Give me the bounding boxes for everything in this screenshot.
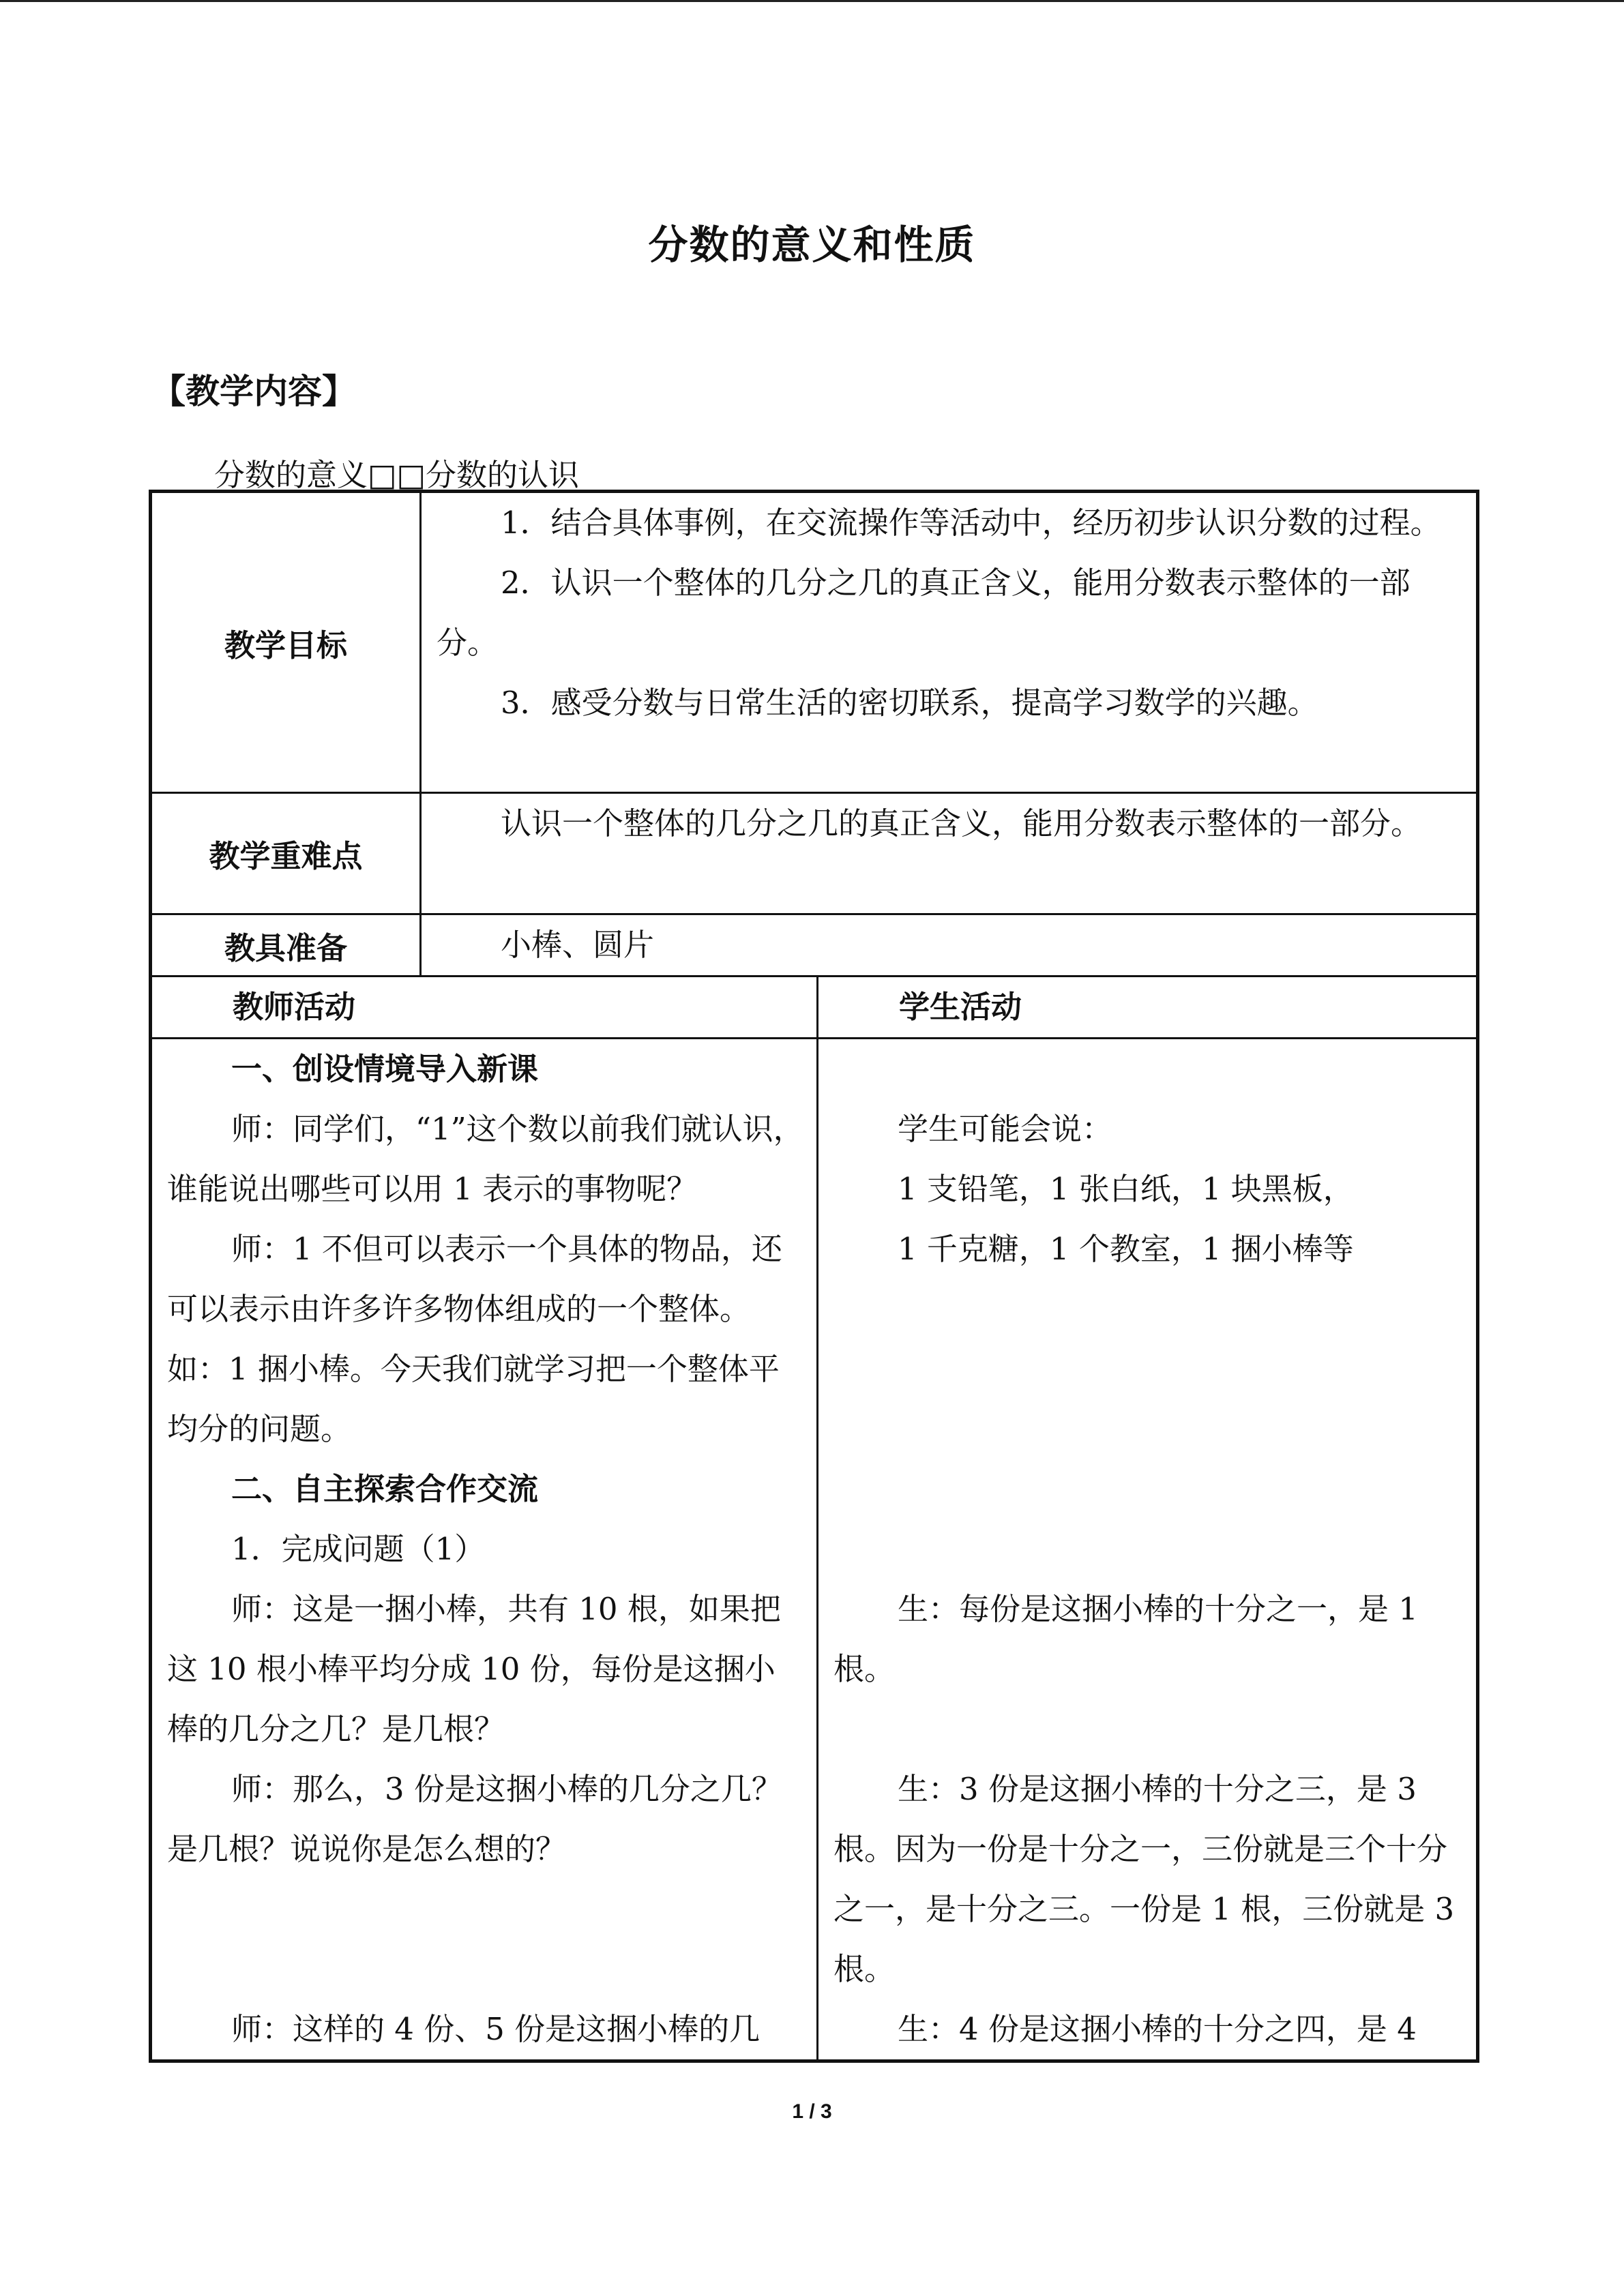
student-paragraph: 生：3 份是这捆小棒的十分之三，是 3 根。因为一份是十分之一，三份就是三个十分之一，是十分之三。一份是 1 根，三份就是 3 根。 [833, 1771, 1455, 1987]
spacer [818, 1039, 1476, 1099]
key-points-row [151, 793, 1478, 914]
teacher-paragraph: 师：那么，3 份是这捆小棒的几分之几？是几根？说说你是怎么想的？ [167, 1771, 782, 1867]
student-activity-cell [818, 1039, 1478, 2061]
spacer [818, 1699, 1476, 1759]
teacher-paragraph: 师：这样的 4 份、5 份是这捆小棒的几 [231, 2011, 761, 2047]
page-number: 1 / 3 [792, 2100, 832, 2123]
teacher-heading-1: 一、创设情境导入新课 [231, 1051, 539, 1087]
objective-item: 2．认识一个整体的几分之几的真正含义，能用分数表示整体的一部分。 [437, 565, 1411, 661]
spacer [818, 1279, 1476, 1579]
teacher-activity-cell [151, 1039, 818, 2061]
student-column-header [818, 976, 1478, 1039]
teacher-column-header [151, 976, 818, 1039]
materials-row [151, 914, 1478, 976]
materials-text: 小棒、圆片 [501, 927, 655, 963]
page-title: 分数的意义和性质 [648, 222, 976, 268]
teacher-heading-2: 二、自主探索合作交流 [231, 1471, 539, 1507]
column-header-row [151, 976, 1478, 1039]
objective-item: 3．感受分数与日常生活的密切联系，提高学习数学的兴趣。 [501, 685, 1318, 721]
content-line: 分数的意义□□分数的认识 [214, 457, 580, 493]
objectives-label: 教学目标 [151, 492, 421, 793]
materials-label: 教具准备 [151, 914, 421, 976]
student-header-text: 学生活动 [899, 989, 1022, 1025]
key-points-text: 认识一个整体的几分之几的真正含义，能用分数表示整体的一部分。 [501, 805, 1422, 841]
student-paragraph: 生：4 份是这捆小棒的十分之四，是 4 [898, 2011, 1417, 2047]
key-points-cell [421, 793, 1478, 914]
teacher-paragraph: 师：这是一捆小棒，共有 10 根，如果把这 10 根小棒平均分成 10 份，每份是这捆小棒的几分之几？是几根？ [167, 1591, 781, 1747]
lesson-table [149, 490, 1479, 2063]
section-heading: 【教学内容】 [151, 371, 356, 411]
student-paragraph: 学生可能会说： [898, 1111, 1113, 1147]
teacher-header-text: 教师活动 [233, 989, 356, 1025]
student-paragraph: 1 千克糖，1 个教室，1 捆小棒等 [898, 1231, 1354, 1267]
student-paragraph: 生：每份是这捆小棒的十分之一，是 1 根。 [833, 1591, 1418, 1687]
student-paragraph: 1 支铅笔，1 张白纸，1 块黑板， [898, 1171, 1354, 1207]
key-points-label: 教学重难点 [151, 793, 421, 914]
objectives-cell [421, 492, 1478, 793]
teacher-paragraph: 师：同学们，“1”这个数以前我们就认识，谁能说出哪些可以用 1 表示的事物呢？ [167, 1111, 804, 1207]
objectives-row [151, 492, 1478, 793]
activity-row [151, 1039, 1478, 2061]
objective-item: 1．结合具体事例，在交流操作等活动中，经历初步认识分数的过程。 [501, 505, 1441, 541]
teacher-paragraph: 师：1 不但可以表示一个具体的物品，还可以表示由许多许多物体组成的一个整体。如：1 捆小棒。今天我们就学习把一个整体平均分的问题。 [167, 1231, 782, 1447]
materials-cell [421, 914, 1478, 976]
teacher-paragraph: 1．完成问题（1） [231, 1531, 486, 1567]
spacer [152, 1879, 816, 1999]
page-top-border [0, 0, 1624, 2]
